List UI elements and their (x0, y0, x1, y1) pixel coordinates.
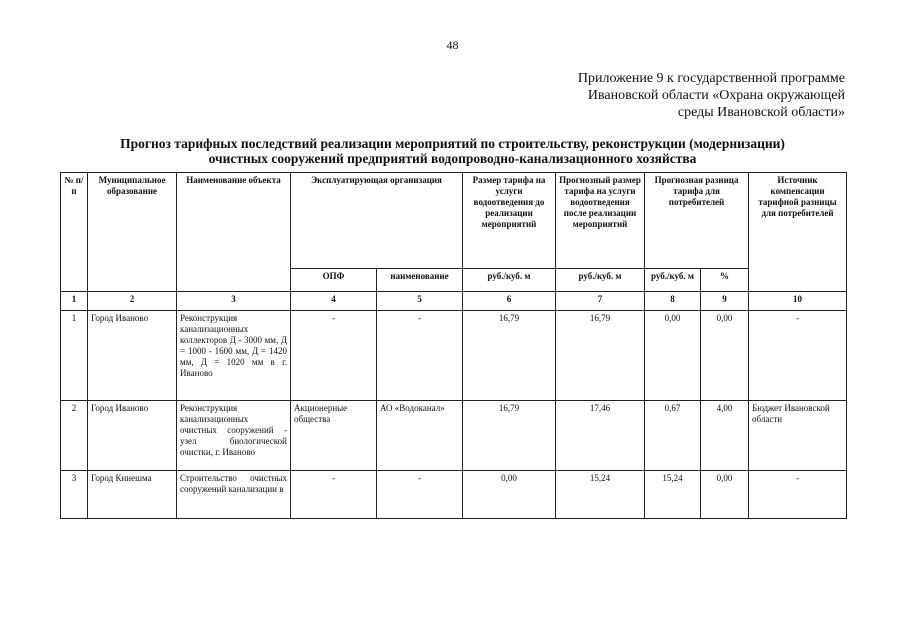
column-number: 2 (88, 292, 177, 311)
row-opf: - (291, 471, 377, 519)
header-object-name: Наименование объекта (177, 173, 291, 292)
row-tariff-before: 16,79 (463, 401, 556, 471)
row-tariff-before: 16,79 (463, 311, 556, 401)
column-number: 4 (291, 292, 377, 311)
row-tariff-forecast: 17,46 (556, 401, 645, 471)
row-num: 1 (61, 311, 88, 401)
table-row (61, 471, 847, 519)
subheader-percent: % (701, 269, 749, 292)
table-row (61, 401, 847, 471)
subheader-unit-before: руб./куб. м (463, 269, 556, 292)
row-tariff-before: 0,00 (463, 471, 556, 519)
row-diff-rub: 0,00 (645, 311, 701, 401)
title-line: очистных сооружений предприятий водопроводно-канализационного хозяйства (208, 151, 697, 166)
row-source: - (749, 311, 847, 401)
column-number: 7 (556, 292, 645, 311)
appendix-note (578, 70, 845, 121)
header-source: Источник компенсации тарифной разницы для потребителей (749, 173, 847, 292)
row-diff-rub: 0,67 (645, 401, 701, 471)
row-tariff-forecast: 15,24 (556, 471, 645, 519)
row-org: АО «Водоканал» (377, 401, 463, 471)
subheader-unit-diff: руб./куб. м (645, 269, 701, 292)
row-municipality: Город Кинешма (88, 471, 177, 519)
row-opf: - (291, 311, 377, 401)
row-diff-rub: 15,24 (645, 471, 701, 519)
row-diff-pct: 0,00 (701, 311, 749, 401)
header-num: № п/п (61, 173, 88, 292)
header-row (61, 173, 847, 269)
column-number: 8 (645, 292, 701, 311)
column-number: 9 (701, 292, 749, 311)
header-tariff-diff: Прогнозная разница тарифа для потребителей (645, 173, 749, 269)
row-diff-pct: 4,00 (701, 401, 749, 471)
column-number: 10 (749, 292, 847, 311)
page-number: 48 (446, 38, 459, 52)
row-tariff-forecast: 16,79 (556, 311, 645, 401)
header-tariff-before: Размер тарифа на услуги водоотведения до реализации мероприятий (463, 173, 556, 269)
subheader-name: наименование (377, 269, 463, 292)
column-number: 3 (177, 292, 291, 311)
column-number: 6 (463, 292, 556, 311)
row-num: 3 (61, 471, 88, 519)
document-title (60, 136, 845, 166)
row-municipality: Город Иваново (88, 311, 177, 401)
header-municipality: Муниципальное образование (88, 173, 177, 292)
appendix-line: Приложение 9 к государственной программе (577, 71, 845, 86)
subheader-opf: ОПФ (291, 269, 377, 292)
header-tariff-forecast: Прогнозный размер тарифа на услуги водоотведения после реализации мероприятий (556, 173, 645, 269)
row-source: - (749, 471, 847, 519)
header-operator: Эксплуатирующая организация (291, 173, 463, 269)
row-object: Реконструкция канализационных очистных сооружений - узел биологической очистки, г. Иваново (177, 401, 291, 471)
row-diff-pct: 0,00 (701, 471, 749, 519)
appendix-line: среды Ивановской области» (677, 105, 845, 120)
row-org: - (377, 471, 463, 519)
tariff-table (60, 172, 847, 519)
row-object: Строительство очистных сооружений канализации в (177, 471, 291, 519)
table-row (61, 311, 847, 401)
column-number-row (61, 292, 847, 311)
row-opf: Акционерные общества (291, 401, 377, 471)
row-org: - (377, 311, 463, 401)
row-municipality: Город Иваново (88, 401, 177, 471)
column-number: 1 (61, 292, 88, 311)
row-source: Бюджет Ивановской области (749, 401, 847, 471)
row-object: Реконструкция канализационных коллекторов Д - 3000 мм, Д = 1000 - 1600 мм, Д = 1420 мм, Д = 1020 мм в г. Иваново (177, 311, 291, 401)
appendix-line: Ивановской области «Охрана окружающей (587, 88, 845, 103)
column-number: 5 (377, 292, 463, 311)
title-line: Прогноз тарифных последствий реализации мероприятий по строительству, реконструкции (модернизации) (120, 136, 785, 151)
subheader-unit-forecast: руб./куб. м (556, 269, 645, 292)
row-num: 2 (61, 401, 88, 471)
